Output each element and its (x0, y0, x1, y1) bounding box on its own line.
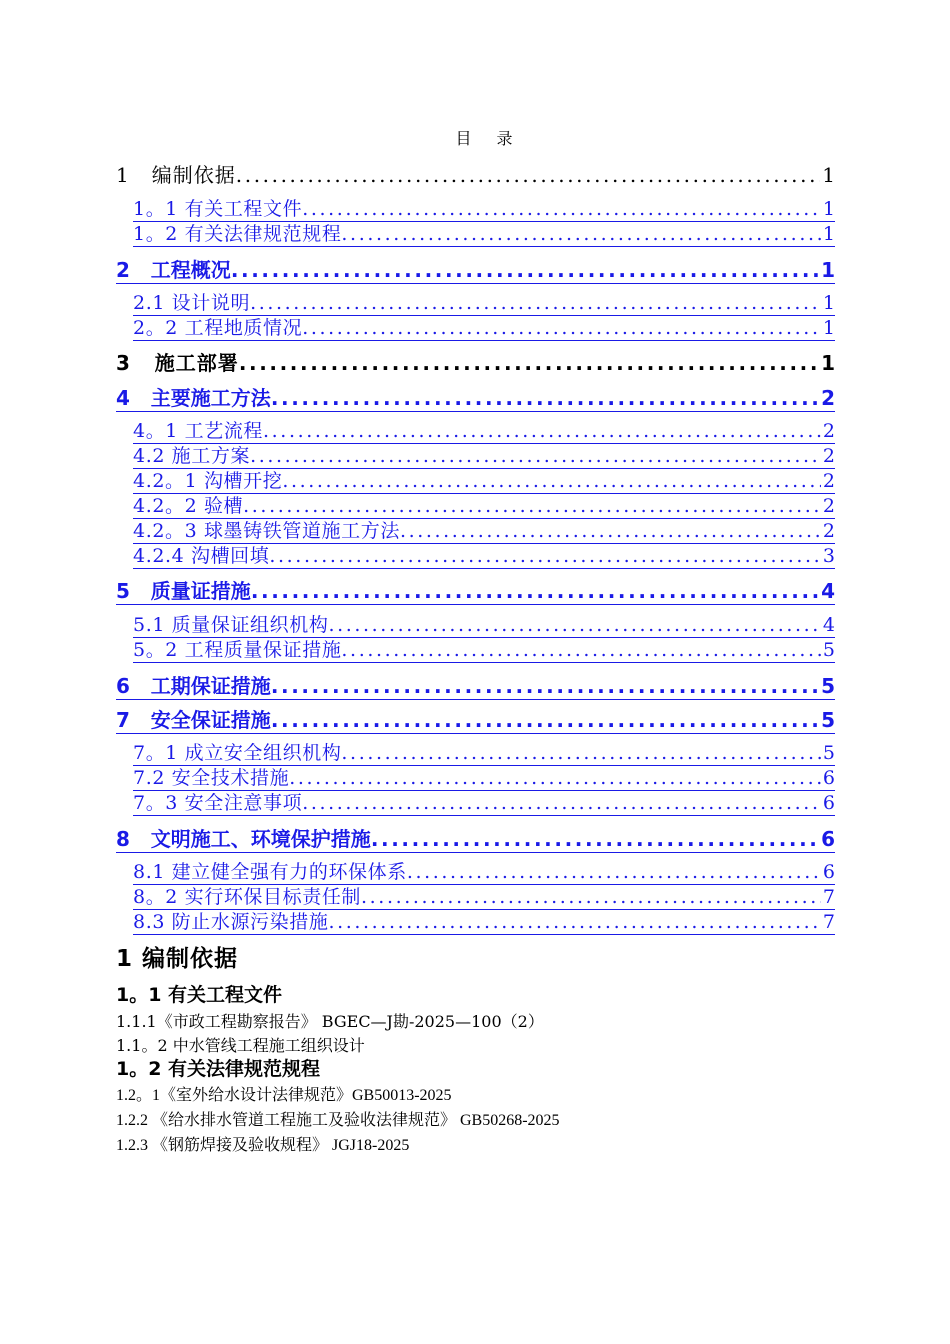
toc-page-number: 1 (822, 292, 835, 314)
toc-entry[interactable] (133, 882, 835, 910)
toc-entry[interactable] (133, 635, 835, 663)
toc-entry[interactable] (116, 670, 835, 700)
toc-leader-dots (328, 911, 820, 933)
toc-entry[interactable] (116, 704, 835, 734)
toc-entry[interactable] (133, 738, 835, 766)
toc-page-number: 7 (822, 911, 835, 933)
toc-entry-title: 6 工期保证措施 (116, 674, 271, 698)
toc-entry-title: 1。1 有关工程文件 (133, 198, 303, 220)
toc-entry[interactable] (116, 823, 835, 853)
toc-leader-dots (250, 445, 821, 467)
toc-entry[interactable] (133, 907, 835, 935)
toc-page-number: 7 (822, 886, 835, 908)
toc-entry-title: 5.1 质量保证组织机构 (133, 614, 329, 636)
toc-entry-title: 4.2。3 球墨铸铁管道施工方法 (133, 520, 400, 542)
toc-entry[interactable] (133, 219, 835, 247)
toc-entry-title: 1。2 有关法律规范规程 (133, 223, 342, 245)
toc-leader-dots (341, 639, 820, 661)
reference-item: 1.2。1《室外给水设计法律规范》GB50013-2025 (116, 1087, 452, 1104)
toc-entry[interactable] (116, 382, 835, 412)
toc-entry[interactable] (133, 763, 835, 791)
toc-leader-dots (271, 674, 819, 698)
toc-entry[interactable] (133, 288, 835, 316)
toc-leader-dots (236, 163, 820, 187)
toc-leader-dots (263, 420, 821, 442)
toc-leader-dots (302, 317, 821, 339)
toc-entry[interactable] (133, 491, 835, 519)
toc-page-number: 1 (822, 317, 835, 339)
toc-page-number: 4 (821, 579, 835, 603)
toc-entry (116, 347, 835, 376)
toc-leader-dots (269, 545, 821, 567)
reference-item: 1.1。2 中水管线工程施工组织设计 (116, 1036, 365, 1055)
toc-page-number: 2 (821, 386, 835, 410)
toc-entry[interactable] (133, 857, 835, 885)
toc-leader-dots (250, 292, 821, 314)
toc-entry-title: 7.2 安全技术措施 (133, 767, 290, 789)
toc-page-number: 1 (822, 198, 835, 220)
toc-entry-title: 7 安全保证措施 (116, 708, 271, 732)
toc-entry[interactable] (133, 788, 835, 816)
toc-leader-dots (341, 742, 820, 764)
toc-page-number: 5 (822, 742, 835, 764)
toc-leader-dots (289, 767, 821, 789)
toc-page-number: 3 (822, 545, 835, 567)
toc-entry[interactable] (133, 541, 835, 569)
toc-leader-dots (341, 223, 820, 245)
section-heading-1: 1 编制依据 (116, 946, 239, 972)
toc-entry-title: 1 编制依据 (116, 163, 236, 187)
toc-page-number: 5 (821, 708, 835, 732)
toc-entry-title: 4。1 工艺流程 (133, 420, 264, 442)
toc-entry[interactable] (133, 441, 835, 469)
toc-page-number: 2 (822, 445, 835, 467)
toc-page-number: 2 (822, 520, 835, 542)
toc-entry-title: 3 施工部署 (116, 351, 239, 375)
toc-entry-title: 8.3 防止水源污染措施 (133, 911, 329, 933)
subsection-heading-1-1: 1。1 有关工程文件 (116, 984, 283, 1006)
reference-item: 1.1.1《市政工程勘察报告》 BGEC—J勘-2025—100（2） (116, 1012, 544, 1031)
toc-page-number: 1 (822, 223, 835, 245)
toc-leader-dots (328, 614, 820, 636)
toc-entry-title: 2.1 设计说明 (133, 292, 251, 314)
toc-page-number: 6 (822, 861, 835, 883)
toc-entry[interactable] (133, 194, 835, 222)
toc-entry[interactable] (133, 416, 835, 444)
toc-entry-title: 4.2。1 沟槽开挖 (133, 470, 283, 492)
toc-page-number: 6 (821, 827, 835, 851)
toc-leader-dots (239, 351, 819, 375)
toc-leader-dots (231, 258, 819, 282)
toc-entry-title: 7。1 成立安全组织机构 (133, 742, 342, 764)
toc-leader-dots (407, 861, 821, 883)
toc-leader-dots (371, 827, 819, 851)
subsection-heading-1-2: 1。2 有关法律规范规程 (116, 1058, 321, 1080)
reference-item: 1.2.3 《钢筋焊接及验收规程》 JGJ18-2025 (116, 1137, 410, 1154)
toc-page-number: 2 (822, 420, 835, 442)
toc-entry-title: 8。2 实行环保目标责任制 (133, 886, 362, 908)
toc-entry-title: 4.2.4 沟槽回填 (133, 545, 270, 567)
toc-entry[interactable] (133, 313, 835, 341)
toc-entry-title: 2。2 工程地质情况 (133, 317, 303, 339)
toc-page-number: 2 (822, 495, 835, 517)
toc-entry-title: 2 工程概况 (116, 258, 231, 282)
toc-page-number: 1 (822, 163, 835, 187)
toc-title: 目 录 (455, 129, 523, 148)
toc-entry[interactable] (133, 516, 835, 544)
toc-entry[interactable] (116, 575, 835, 605)
toc-leader-dots (302, 198, 821, 220)
toc-entry-title: 5 质量证措施 (116, 579, 251, 603)
toc-entry (116, 159, 835, 188)
toc-entry[interactable] (116, 254, 835, 284)
toc-page-number: 1 (821, 351, 835, 375)
toc-entry-title: 7。3 安全注意事项 (133, 792, 303, 814)
toc-entry-title: 5。2 工程质量保证措施 (133, 639, 342, 661)
toc-leader-dots (282, 470, 821, 492)
toc-leader-dots (361, 886, 821, 908)
toc-entry-title: 4.2 施工方案 (133, 445, 251, 467)
reference-item: 1.2.2 《给水排水管道工程施工及验收法律规范》 GB50268-2025 (116, 1112, 560, 1129)
toc-entry-title: 8 文明施工、环境保护措施 (116, 827, 371, 851)
toc-entry[interactable] (133, 610, 835, 638)
toc-entry[interactable] (133, 466, 835, 494)
toc-leader-dots (302, 792, 821, 814)
toc-entry-title: 8.1 建立健全强有力的环保体系 (133, 861, 407, 883)
toc-entry-title: 4 主要施工方法 (116, 386, 271, 410)
toc-page-number: 4 (822, 614, 835, 636)
toc-page-number: 5 (821, 674, 835, 698)
toc-entry-title: 4.2。2 验槽 (133, 495, 244, 517)
toc-leader-dots (400, 520, 821, 542)
toc-page-number: 1 (821, 258, 835, 282)
toc-page-number: 6 (822, 767, 835, 789)
toc-page-number: 2 (822, 470, 835, 492)
toc-leader-dots (243, 495, 821, 517)
toc-leader-dots (251, 579, 819, 603)
toc-leader-dots (271, 386, 819, 410)
toc-leader-dots (271, 708, 819, 732)
toc-page-number: 5 (822, 639, 835, 661)
toc-page-number: 6 (822, 792, 835, 814)
